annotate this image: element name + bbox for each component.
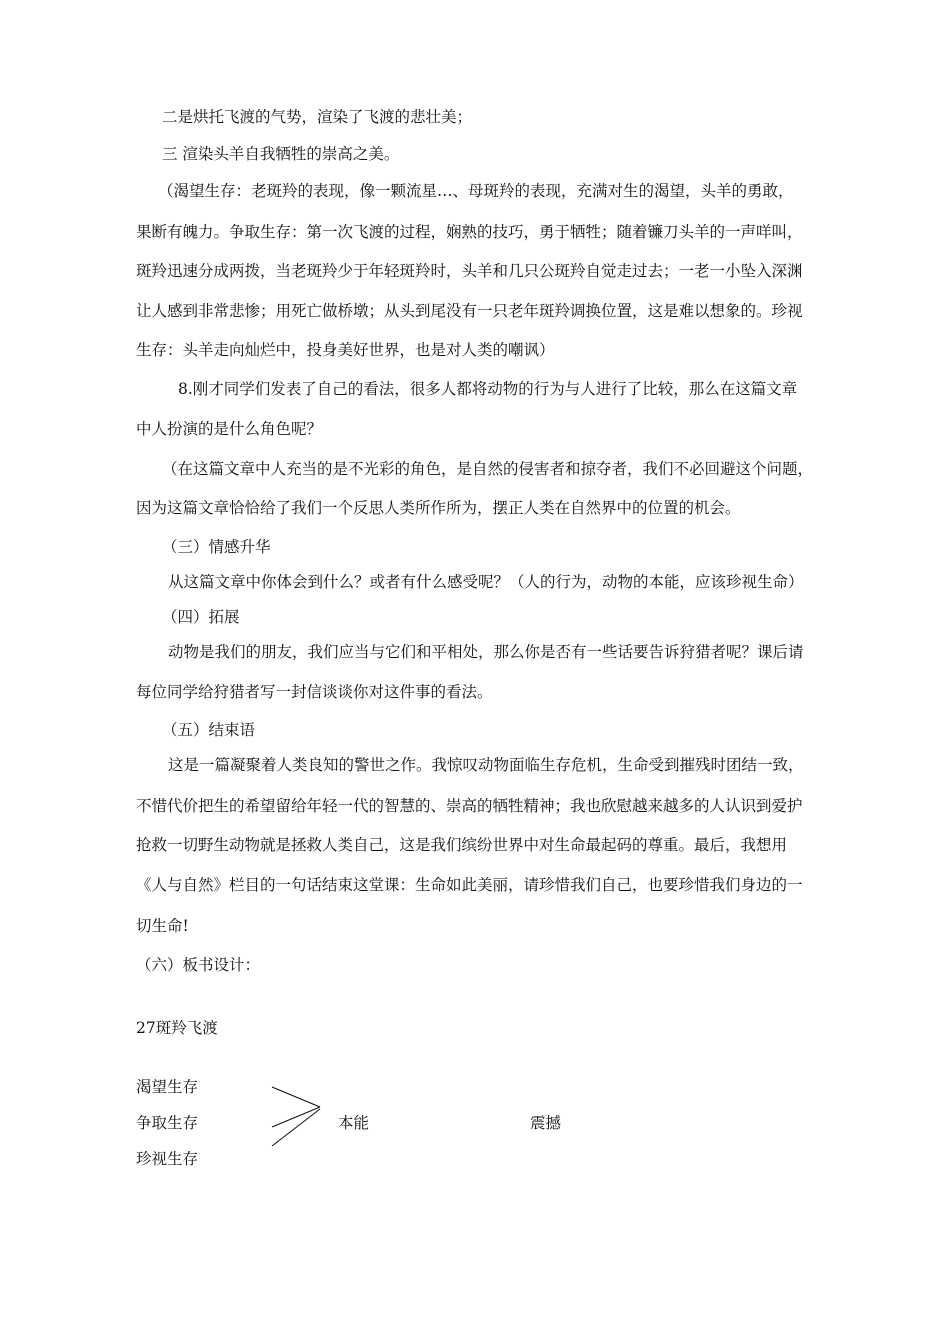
question-line: 8.刚才同学们发表了自己的看法，很多人都将动物的行为与人进行了比较，那么在这篇文章 [178,380,798,398]
paragraph-line: 切生命! [136,917,189,935]
answer-line: （在这篇文章中人充当的是不光彩的角色，是自然的侵害者和掠夺者，我们不必回避这个问题， [162,460,814,478]
board-item-strive: 争取生存 [136,1114,199,1132]
board-line-middle [272,1107,320,1127]
board-item-cherish: 珍视生存 [136,1150,199,1168]
paragraph-line: 生存：头羊走向灿烂中，投身美好世界，也是对人类的嘲讽） [136,341,555,359]
paragraph-line: 动物是我们的朋友，我们应当与它们和平相处，那么你是否有一些话要告诉狩猎者呢？课后请 [168,643,804,661]
board-instinct: 本能 [338,1114,370,1132]
paragraph-line: 斑羚迅速分成两拨，当老斑羚少于年轻斑羚时，头羊和几只公斑羚自觉走过去；一老一小坠入深渊 [136,262,803,280]
answer-line: 因为这篇文章恰恰给了我们一个反思人类所作所为，摆正人类在自然界中的位置的机会。 [136,499,741,517]
board-shock: 震撼 [530,1114,562,1132]
question-line: 中人扮演的是什么角色呢？ [136,420,323,438]
paragraph-line: 每位同学给狩猎者写一封信谈谈你对这件事的看法。 [136,683,493,701]
board-line-lower [272,1109,320,1146]
paragraph-line: 让人感到非常悲惨；用死亡做桥墩；从头到尾没有一只老年斑羚调换位置，这是难以想象的。珍视 [136,302,803,320]
section-heading: （三）情感升华 [162,538,271,556]
paragraph-line: 二是烘托飞渡的气势，渲染了飞渡的悲壮美； [162,108,473,126]
paragraph-line: 这是一篇凝聚着人类良知的警世之作。我惊叹动物面临生存危机，生命受到摧残时团结一致， [168,756,804,774]
paragraph-line: （渴望生存：老斑羚的表现，像一颗流星…、母斑羚的表现，充满对生的渴望，头羊的勇敢， [158,182,794,200]
section-heading: （四）拓展 [162,608,240,626]
paragraph-line: 不惜代价把生的希望留给年轻一代的智慧的、崇高的牺牲精神；我也欣慰越来越多的人认识到爱护 [136,797,803,815]
section-heading: （六）板书设计： [136,956,261,974]
section-heading: （五）结束语 [162,721,256,739]
board-line-upper [272,1087,320,1107]
paragraph-line: 果断有魄力。争取生存：第一次飞渡的过程，娴熟的技巧，勇于牺牲；随着镰刀头羊的一声咩叫， [136,223,803,241]
paragraph-line: 抢救一切野生动物就是拯救人类自己，这是我们缤纷世界中对生命最起码的尊重。最后，我想用 [136,836,788,854]
paragraph-line: 三 渲染头羊自我牺牲的崇高之美。 [162,145,400,163]
board-title: 27斑羚飞渡 [136,1019,218,1037]
board-item-thirst: 渴望生存 [136,1078,199,1096]
paragraph-line: 《人与自然》栏目的一句话结束这堂课：生命如此美丽，请珍惜我们自己，也要珍惜我们身边的一 [136,876,803,894]
paragraph-line: 从这篇文章中你体会到什么？或者有什么感受呢？（人的行为，动物的本能，应该珍视生命） [168,573,804,591]
